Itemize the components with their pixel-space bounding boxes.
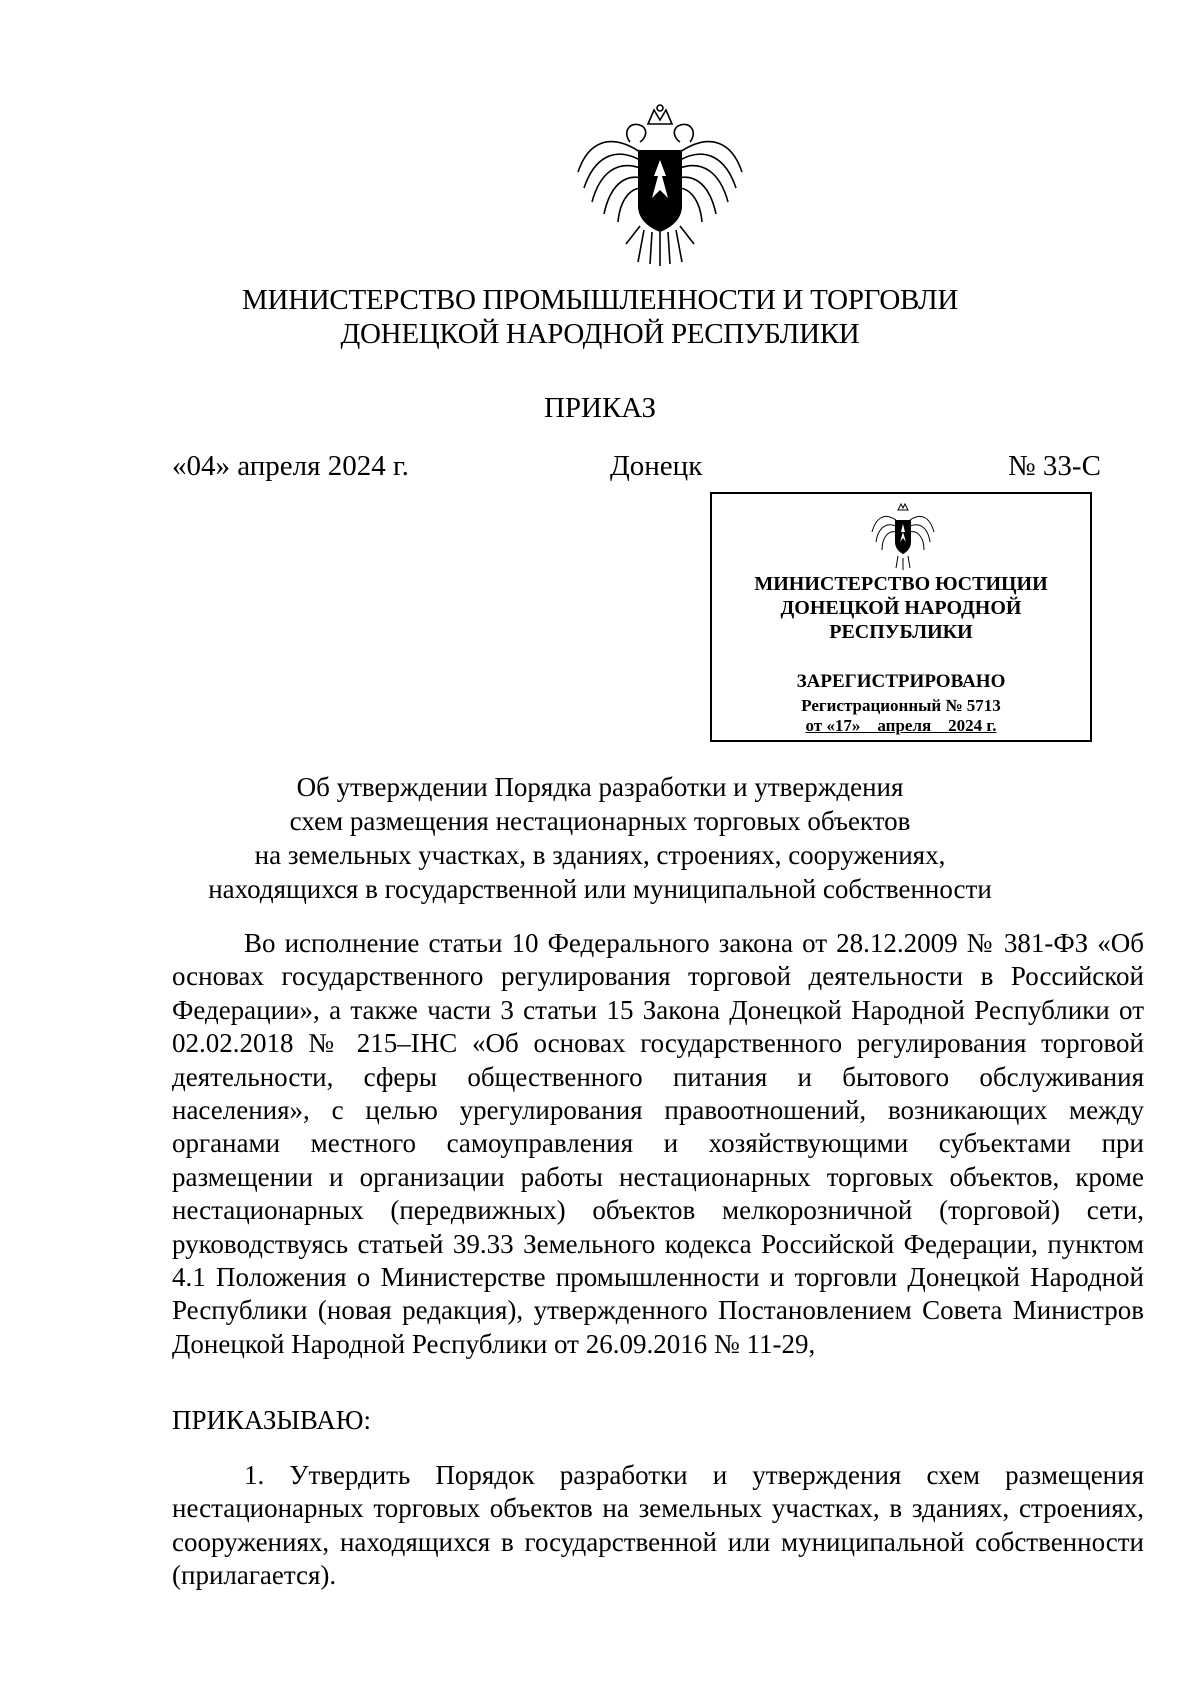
stamp-reg-number: Регистрационный № 5713 (801, 696, 1001, 715)
document-date: «04» апреля 2024 г. (172, 450, 409, 482)
ministry-name-line2: ДОНЕЦКОЙ НАРОДНОЙ РЕСПУБЛИКИ (340, 318, 860, 350)
stamp-ministry-line2: ДОНЕЦКОЙ НАРОДНОЙ (780, 597, 1022, 619)
stamp-reg-date: от «17» апреля 2024 г. (805, 716, 997, 735)
document-type: ПРИКАЗ (543, 392, 657, 424)
stamp-ministry-line1: МИНИСТЕРСТВО ЮСТИЦИИ (754, 573, 1048, 595)
stamp-ministry-line3: РЕСПУБЛИКИ (829, 621, 973, 643)
stamp-emblem-icon (868, 502, 938, 572)
document-title-line3: на земельных участках, в зданиях, строениях, сооружениях, (254, 840, 946, 870)
document-title-line4: находящихся в государственной или муниципальной собственности (208, 874, 992, 904)
registration-stamp (710, 492, 1092, 742)
document-city: Донецк (610, 450, 703, 482)
document-title-line2: схем размещения нестационарных торговых объектов (289, 806, 911, 836)
document-title-line1: Об утверждении Порядка разработки и утверждения (296, 772, 904, 802)
document-number: № 33-С (1008, 450, 1101, 482)
ministry-name-line1: МИНИСТЕРСТВО ПРОМЫШЛЕННОСТИ И ТОРГОВЛИ (241, 284, 958, 316)
decree-heading: ПРИКАЗЫВАЮ: (172, 1405, 371, 1435)
stamp-status: ЗАРЕГИСТРИРОВАНО (796, 671, 1006, 692)
preamble-paragraph: Во исполнение статьи 10 Федерального закона от 28.12.2009 № 381-ФЗ «Об основах государственного регулирования торговой деятельности в Российской Федерации», а также части 3 статьи 15 Закона Донецкой Народной Республики от 02.02.2018 № 215–IНС «Об основах государственного регулирования торговой деятельности, сферы общественного питания и бытового обслуживания населения», с целью урегулирования правоотношений, возникающих между органами местного самоуправления и хозяйствующими субъектами при размещении и организации работы нестационарных торговых объектов, кроме нестационарных (передвижных) объектов мелкорозничной (торговой) сети, руководствуясь статьей 39.33 Земельного кодекса Российской Федерации, пунктом 4.1 Положения о Министерстве промышленности и торговли Донецкой Народной Республики (новая редакция), утвержденного Постановлением Совета Министров Донецкой Народной Республики от 26.09.2016 № 11-29, (172, 928, 1144, 1359)
item-1-paragraph: 1. Утвердить Порядок разработки и утверждения схем размещения нестационарных торговых объектов на земельных участках, в зданиях, строениях, сооружениях, находящихся в государственной или муниципальной собственности (прилагается). (172, 1460, 1144, 1591)
stamp-reg-date-line (712, 714, 1090, 738)
coat-of-arms-emblem (570, 102, 750, 268)
